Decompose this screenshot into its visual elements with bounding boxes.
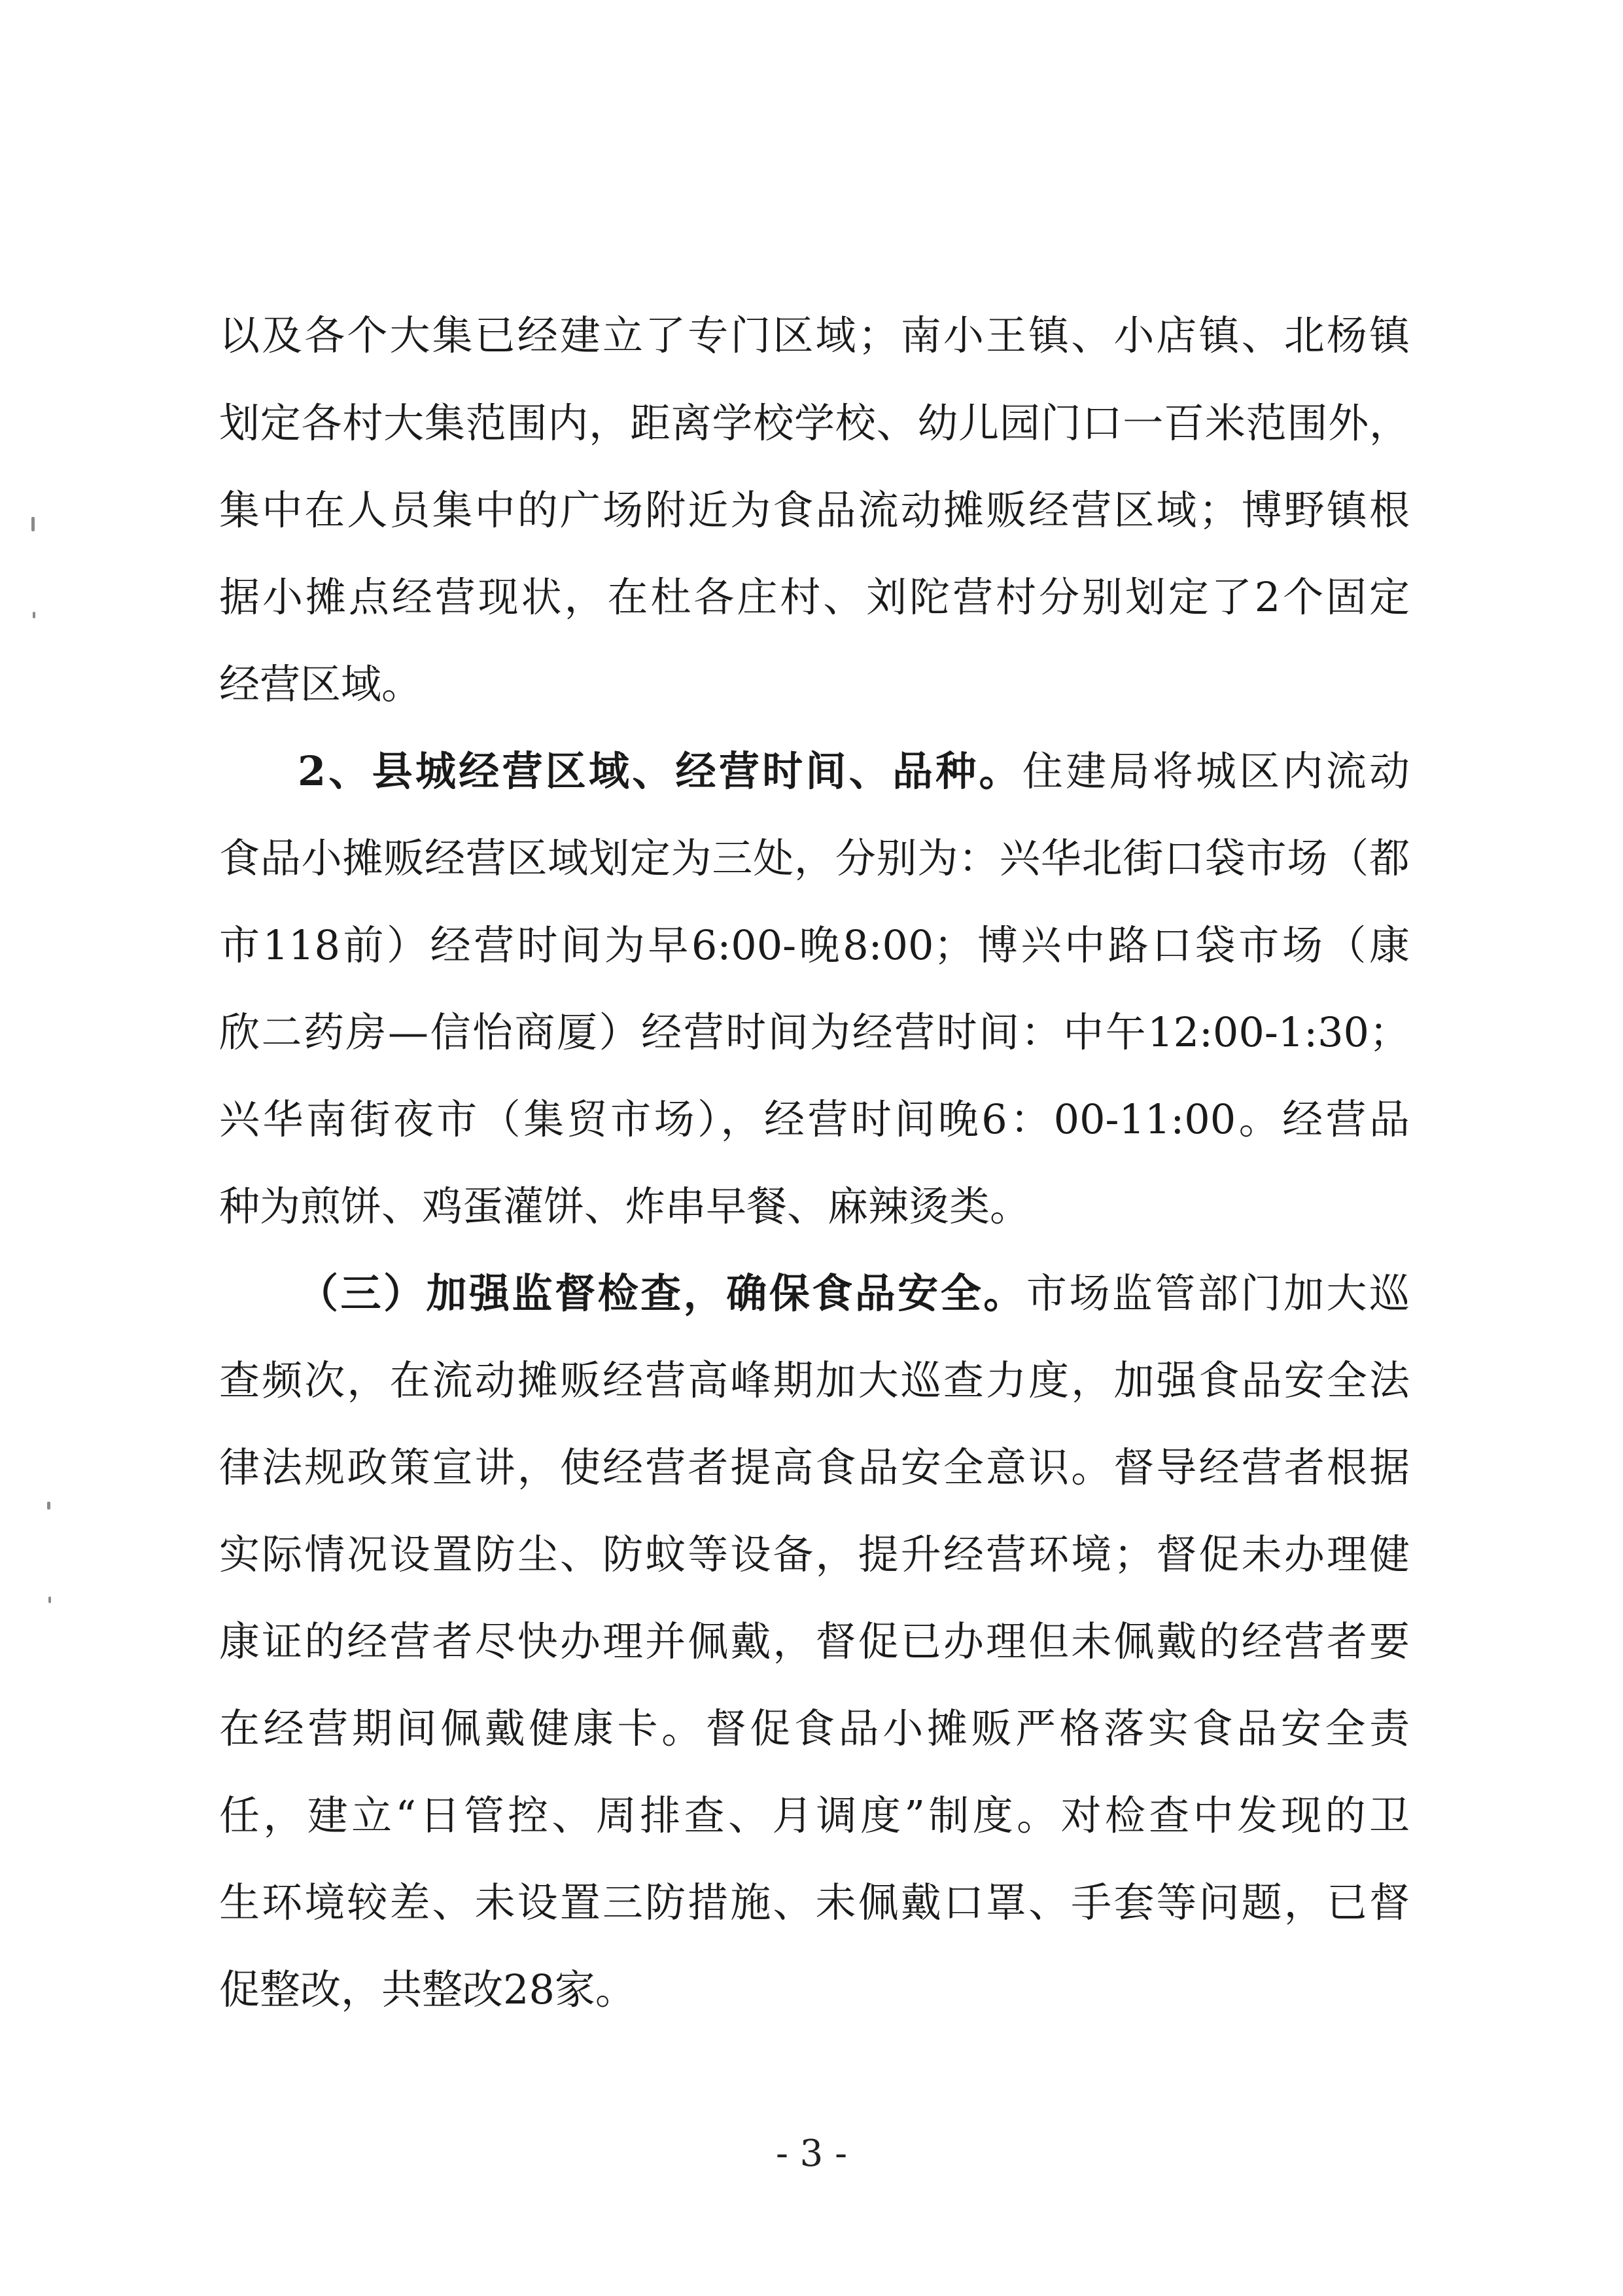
paragraph-3-line: 律法规政策宣讲，使经营者提高食品安全意识。督导经营者根据 [219, 1443, 1410, 1491]
paragraph-2-line: 欣二药房—信怡商厦）经营时间为经营时间：中午12:00-1:30； [219, 1008, 1410, 1056]
page-number: - 3 - [775, 2132, 848, 2175]
scan-speck [48, 1597, 51, 1603]
paragraph-2-line: 种为煎饼、鸡蛋灌饼、炸串早餐、麻辣烫类。 [219, 1182, 1031, 1230]
paragraph-3-first-text: 市场监管部门加大巡 [1026, 1269, 1410, 1317]
paragraph-1-line: 以及各个大集已经建立了专门区域；南小王镇、小店镇、北杨镇 [219, 311, 1410, 359]
paragraph-2-first-line [298, 749, 1410, 794]
paragraph-3-line: 任，建立“日管控、周排查、月调度”制度。对检查中发现的卫 [219, 1792, 1410, 1839]
paragraph-3-line: 查频次，在流动摊贩经营高峰期加大巡查力度，加强食品安全法 [219, 1356, 1410, 1404]
paragraph-3-line: 生环境较差、未设置三防措施、未佩戴口罩、手套等问题，已督 [219, 1879, 1410, 1926]
paragraph-3-heading: （三）加强监督检查，确保食品安全。 [298, 1269, 1026, 1317]
paragraph-1-line: 划定各村大集范围内，距离学校学校、幼儿园门口一百米范围外， [219, 399, 1410, 447]
paragraph-3-line: 实际情况设置防尘、防蚊等设备，提升经营环境；督促未办理健 [219, 1530, 1410, 1578]
paragraph-1-line: 集中在人员集中的广场附近为食品流动摊贩经营区域；博野镇根 [219, 486, 1410, 534]
paragraph-2-line: 食品小摊贩经营区域划定为三处，分别为：兴华北街口袋市场（都 [219, 834, 1410, 882]
scan-speck [47, 1502, 50, 1510]
scan-speck [31, 517, 35, 531]
paragraph-3-line: 康证的经营者尽快办理并佩戴，督促已办理但未佩戴的经营者要 [219, 1617, 1410, 1665]
paragraph-3-first-line [298, 1271, 1410, 1316]
paragraph-2-first-text: 住建局将城区内流动 [1022, 747, 1410, 795]
paragraph-3-line: 在经营期间佩戴健康卡。督促食品小摊贩严格落实食品安全责 [219, 1704, 1410, 1752]
paragraph-1-line: 据小摊点经营现状，在杜各庄村、刘陀营村分别划定了2个固定 [219, 573, 1410, 621]
paragraph-2-heading: 2、县城经营区域、经营时间、品种。 [298, 747, 1022, 795]
paragraph-3-line: 促整改，共整改28家。 [219, 1966, 636, 2013]
paragraph-2-line: 市118前）经营时间为早6:00-晚8:00；博兴中路口袋市场（康 [219, 921, 1410, 969]
paragraph-2-line: 兴华南街夜市（集贸市场），经营时间晚6：00-11:00。经营品 [219, 1095, 1410, 1143]
scan-speck [33, 612, 35, 618]
paragraph-1-line: 经营区域。 [219, 660, 423, 708]
